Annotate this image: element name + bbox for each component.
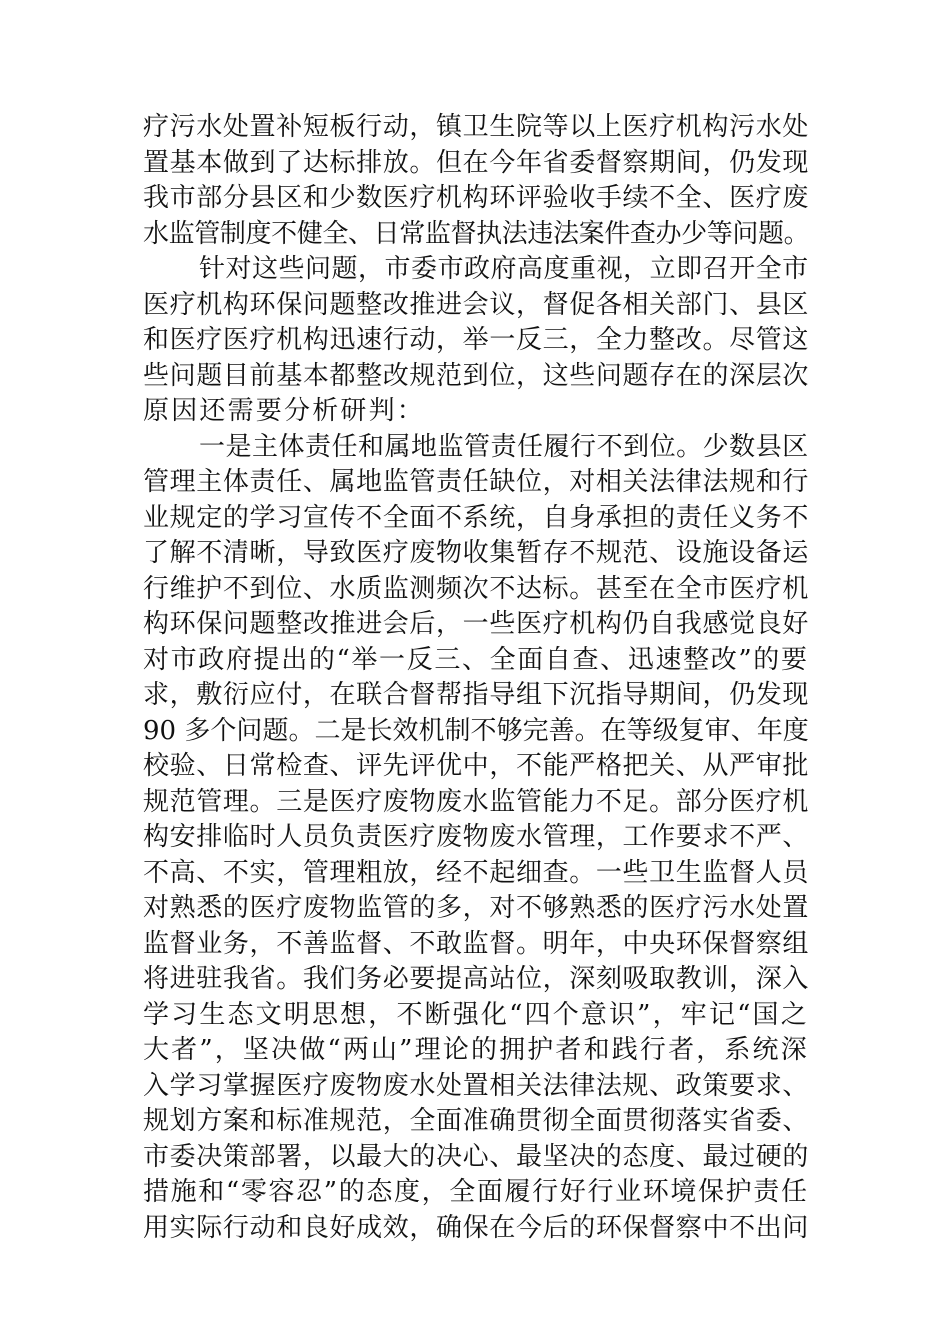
paragraph-start-line: 一是主体责任和属地监管责任履行不到位。少数县区	[199, 431, 809, 462]
text-line: 水监管制度不健全、日常监督执法违法案件查办少等问题。	[143, 218, 810, 249]
text-line: 将进驻我省。我们务必要提高站位，深刻吸取教训，深入	[143, 964, 810, 994]
text-line: 校验、日常检查、评先评优中，不能严格把关、从严审批	[143, 751, 810, 781]
text-line: 大者”，坚决做“两山”理论的拥护者和践行者，系统深	[143, 1035, 809, 1065]
text-line: 对熟悉的医疗废物监管的多，对不够熟悉的医疗污水处置	[143, 893, 810, 923]
text-line: 构环保问题整改推进会后，一些医疗机构仍自我感觉良好	[143, 609, 810, 639]
text-line: 求，敷衍应付，在联合督帮指导组下沉指导期间，仍发现	[143, 680, 810, 710]
text-line: 用实际行动和良好成效，确保在今后的环保督察中不出问	[143, 1212, 810, 1243]
text-line: 行维护不到位、水质监测频次不达标。甚至在全市医疗机	[143, 573, 810, 604]
text-line: 些问题目前基本都整改规范到位，这些问题存在的深层次	[143, 360, 810, 391]
text-line: 了解不清晰，导致医疗废物收集暂存不规范、设施设备运	[143, 538, 810, 568]
text-line: 入学习掌握医疗废物废水处置相关法律法规、政策要求、	[143, 1070, 810, 1101]
text-line: 原因还需要分析研判：	[143, 396, 426, 426]
text-line: 措施和“零容忍”的态度，全面履行好行业环境保护责任	[143, 1177, 809, 1207]
text-line: 和医疗医疗机构迅速行动，举一反三，全力整改。尽管这	[143, 325, 810, 355]
text-line: 置基本做到了达标排放。但在今年省委督察期间，仍发现	[143, 147, 810, 178]
text-line: 业规定的学习宣传不全面不系统，自身承担的责任义务不	[143, 502, 810, 533]
text-line: 医疗机构环保问题整改推进会议，督促各相关部门、县区	[143, 289, 810, 320]
text-line: 90 多个问题。二是长效机制不够完善。在等级复审、年度	[143, 715, 809, 746]
paragraph-start-line: 针对这些问题，市委市政府高度重视，立即召开全市	[199, 254, 809, 284]
text-line: 市委决策部署，以最大的决心、最坚决的态度、最过硬的	[143, 1141, 810, 1172]
text-line: 对市政府提出的“举一反三、全面自查、迅速整改”的要	[143, 644, 809, 675]
text-line: 不高、不实，管理粗放，经不起细查。一些卫生监督人员	[143, 857, 810, 888]
text-line: 学习生态文明思想，不断强化“四个意识”，牢记“国之	[143, 999, 809, 1030]
text-line: 疗污水处置补短板行动，镇卫生院等以上医疗机构污水处	[143, 112, 810, 142]
text-line: 构安排临时人员负责医疗废物废水管理，工作要求不严、	[143, 822, 810, 852]
text-line: 规划方案和标准规范，全面准确贯彻全面贯彻落实省委、	[143, 1106, 810, 1136]
text-line: 我市部分县区和少数医疗机构环评验收手续不全、医疗废	[143, 183, 810, 213]
text-line: 管理主体责任、属地监管责任缺位，对相关法律法规和行	[143, 467, 810, 497]
text-line: 规范管理。三是医疗废物废水监管能力不足。部分医疗机	[143, 786, 810, 817]
text-line: 监督业务，不善监督、不敢监督。明年，中央环保督察组	[143, 928, 810, 959]
body-text	[143, 110, 809, 1246]
